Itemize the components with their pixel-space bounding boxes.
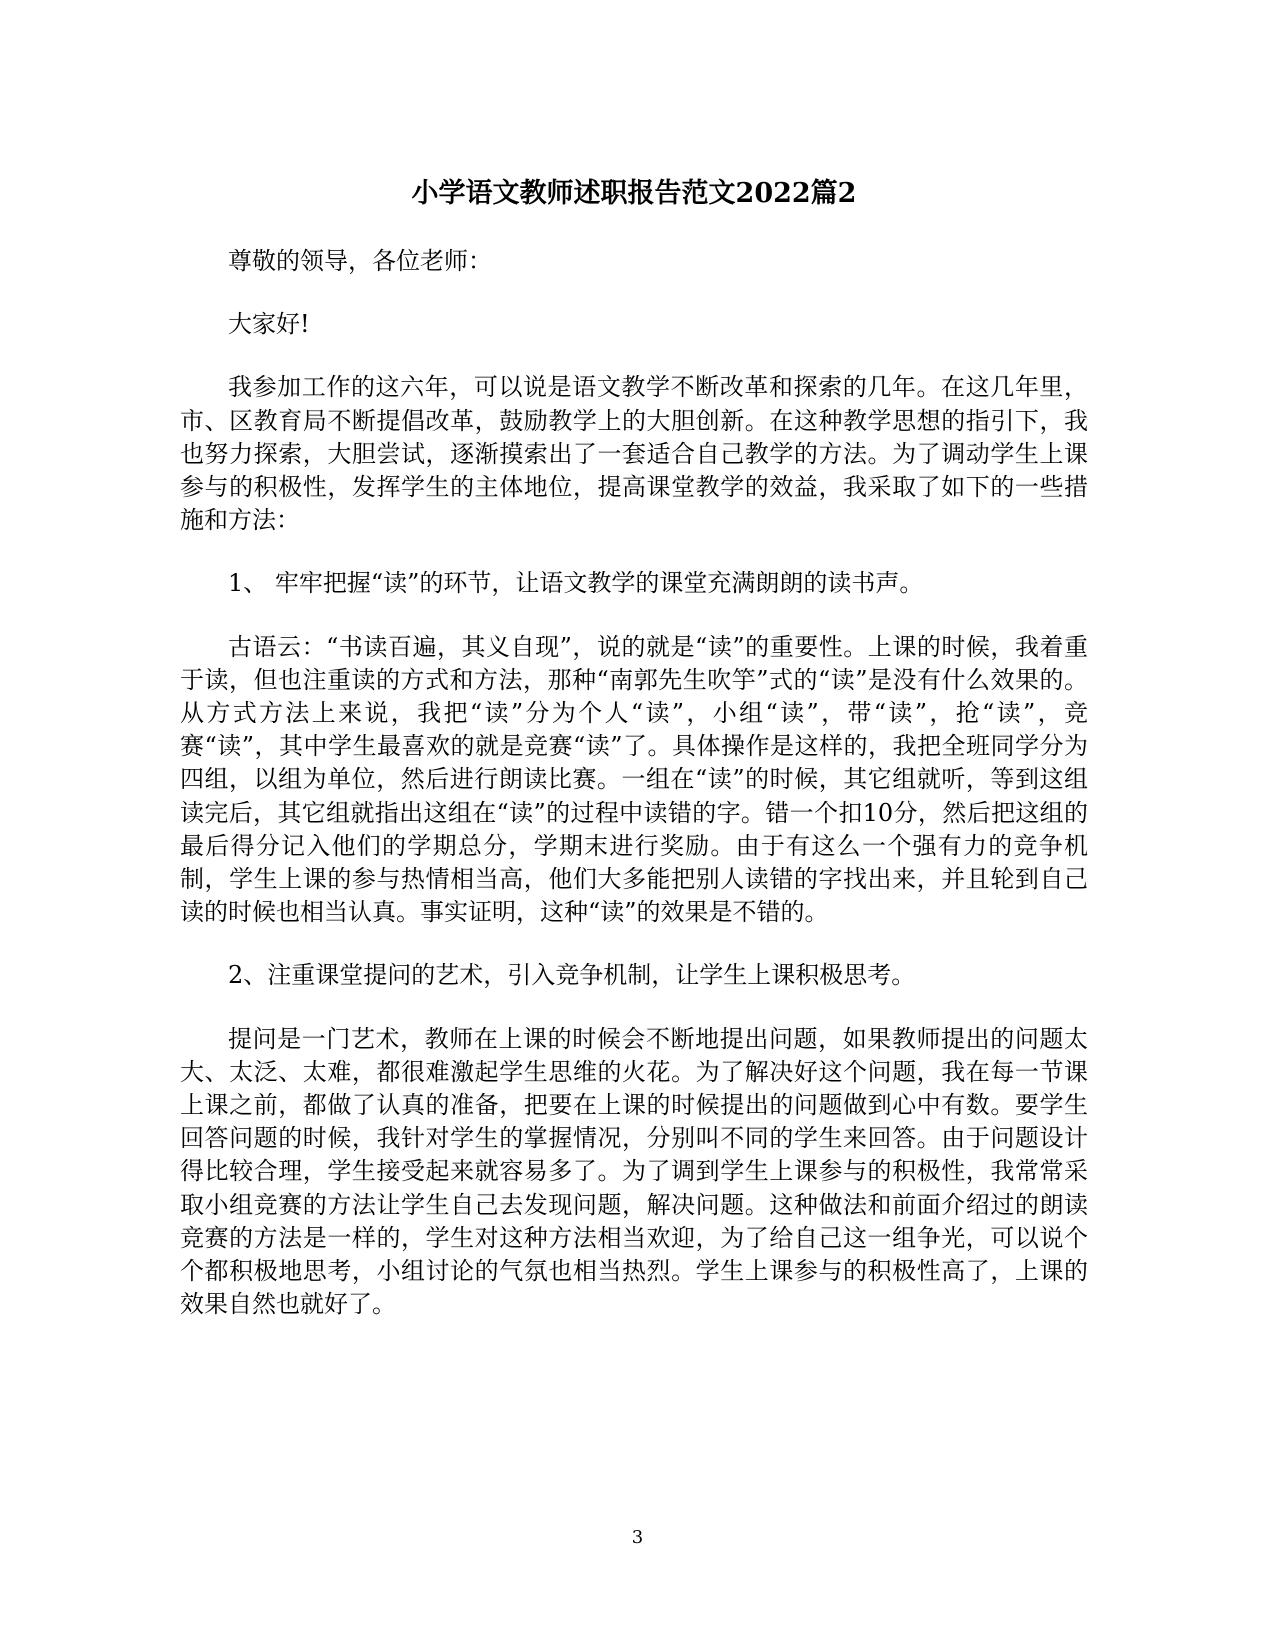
document-body (180, 245, 1088, 1351)
section-heading-2: 2、注重课堂提问的艺术，引入竞争机制，让学生上课积极思考。 (228, 961, 916, 990)
page-number: 3 (631, 1527, 644, 1548)
greeting-paragraph: 大家好! (228, 310, 310, 339)
salutation-paragraph: 尊敬的领导，各位老师： (228, 247, 492, 275)
intro-paragraph: 我参加工作的这六年，可以说是语文教学不断改革和探索的几年。在这几年里，市、区教育局不断提倡改革，鼓励教学上的大胆创新。在这种教学思想的指引下，我也努力探索，大胆尝试，逐渐摸索出了一套适合自己教学的方法。为了调动学生上课参与的积极性，发挥学生的主体地位，提高课堂教学的效益，我采取了如下的一些措施和方法： (180, 373, 1088, 535)
section-body-2: 提问是一门艺术，教师在上课的时候会不断地提出问题，如果教师提出的问题太大、太泛、太难，都很难激起学生思维的火花。为了解决好这个问题，我在每一节课上课之前，都做了认真的准备，把要在上课的时候提出的问题做到心中有数。要学生回答问题的时候，我针对学生的掌握情况，分别叫不同的学生来回答。由于问题设计得比较合理，学生接受起来就容易多了。为了调到学生上课参与的积极性，我常常采取小组竞赛的方法让学生自己去发现问题，解决问题。这种做法和前面介绍过的朗读竞赛的方法是一样的，学生对这种方法相当欢迎，为了给自己这一组争光，可以说个个都积极地思考，小组讨论的气氛也相当热烈。学生上课参与的积极性高了，上课的效果自然也就好了。 (180, 1024, 1088, 1319)
document-title: 小学语文教师述职报告范文2022篇2 (411, 178, 857, 209)
section-heading-1: 1、 牢牢把握“读”的环节，让语文教学的课堂充满朗朗的读书声。 (228, 569, 924, 598)
section-body-1: 古语云：“书读百遍，其义自现”，说的就是“读”的重要性。上课的时候，我着重于读，但也注重读的方式和方法，那种“南郭先生吹竽”式的“读”是没有什么效果的。从方式方法上来说，我把“读”分为个人“读”，小组“读”，带“读”，抢“读”，竞赛“读”，其中学生最喜欢的就是竞赛“读”了。具体操作是这样的，我把全班同学分为四组，以组为单位，然后进行朗读比赛。一组在“读”的时候，其它组就听，等到这组读完后，其它组就指出这组在“读”的过程中读错的字。错一个扣10分，然后把这组的最后得分记入他们的学期总分，学期末进行奖励。由于有这么一个强有力的竞争机制，学生上课的参与热情相当高，他们大多能把别人读错的字找出来，并且轮到自己读的时候也相当认真。事实证明，这种“读”的效果是不错的。 (180, 632, 1088, 927)
